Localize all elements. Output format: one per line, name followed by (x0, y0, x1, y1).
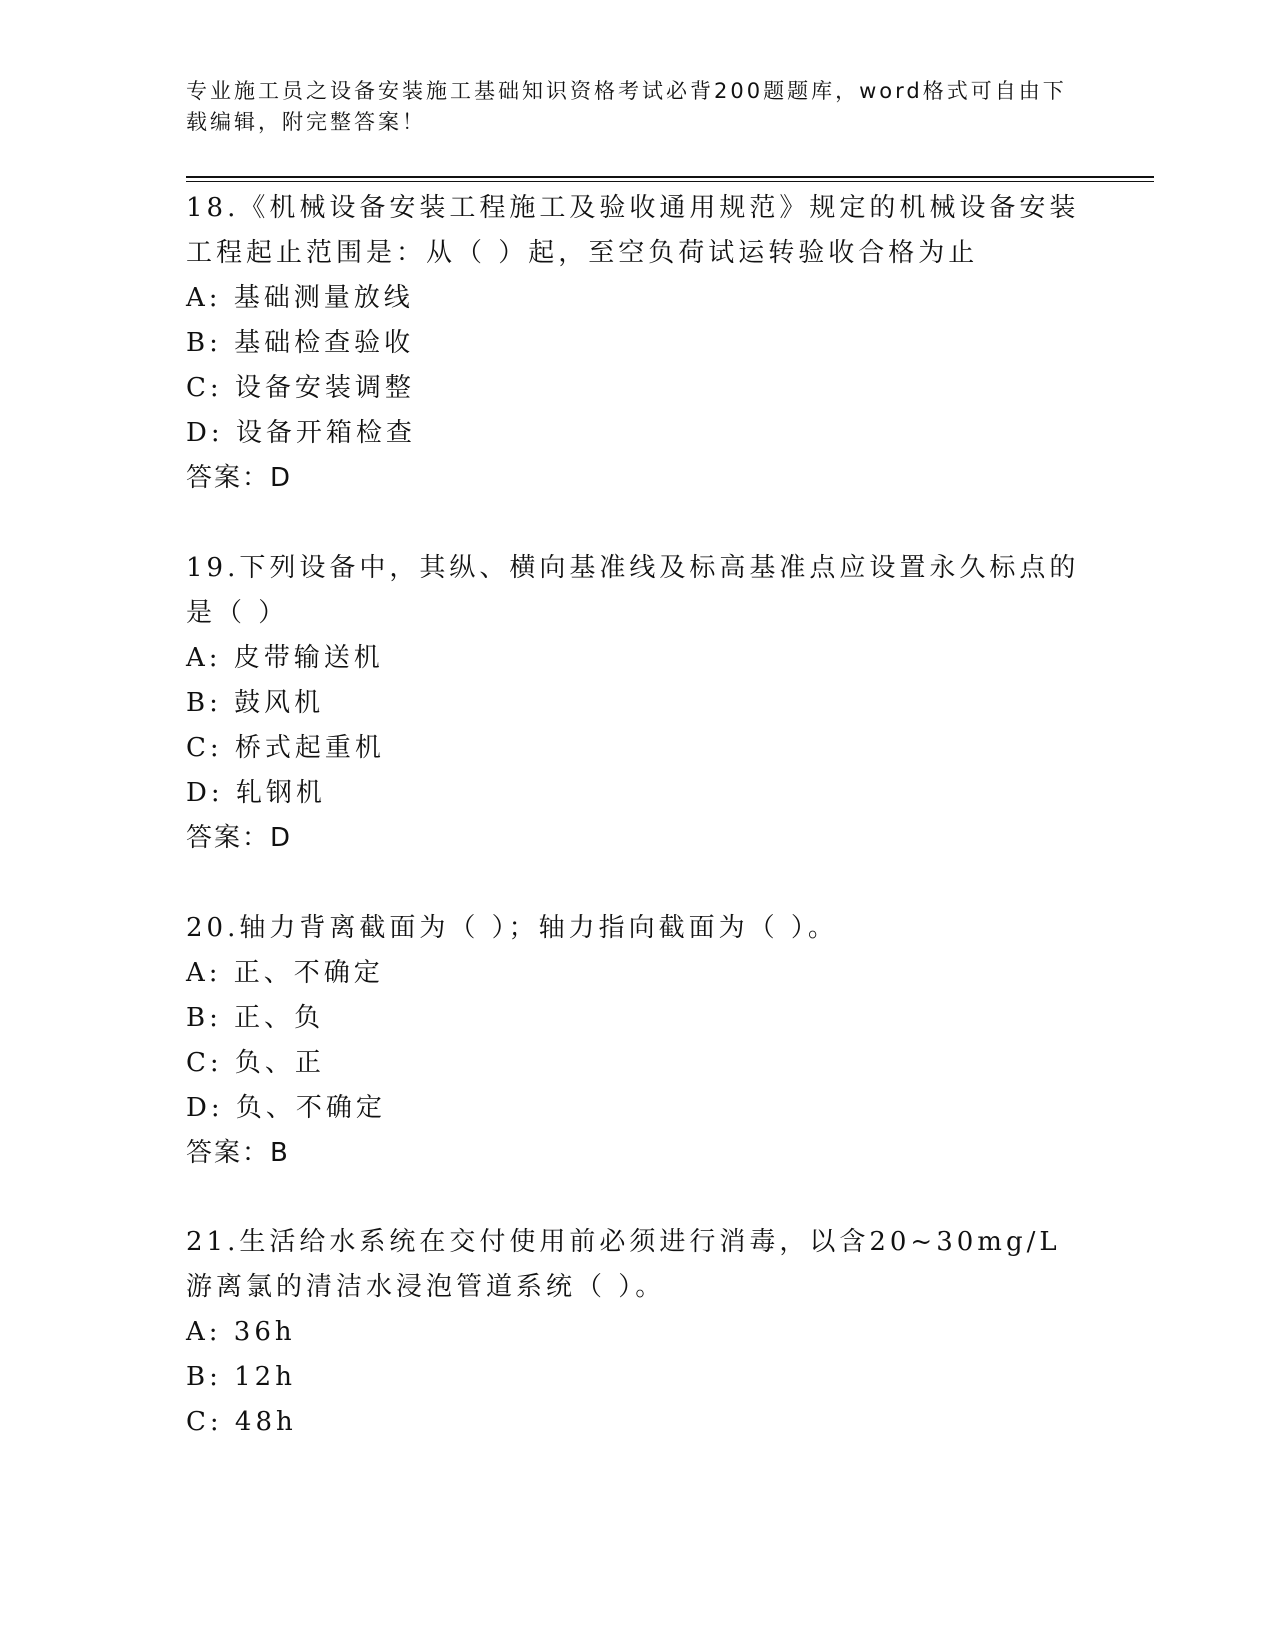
option-d: D: 轧钢机 (186, 778, 326, 808)
answer: 答案：D (186, 463, 293, 493)
option-b: B: 基础检查验收 (186, 328, 415, 358)
option-a: A: 基础测量放线 (186, 283, 414, 313)
option-c: C: 设备安装调整 (186, 373, 415, 403)
question-text: 19.下列设备中，其纵、横向基准线及标高基准点应设置永久标点的是（ ） (186, 553, 1080, 628)
option-c: C: 48h (186, 1407, 297, 1437)
document-header: 专业施工员之设备安装施工基础知识资格考试必背200题题库，word格式可自由下载编辑，附完整答案！ (186, 79, 1067, 134)
question-19 (186, 546, 1086, 861)
question-21 (186, 1220, 1086, 1445)
option-b: B: 12h (186, 1362, 296, 1392)
option-d: D: 设备开箱检查 (186, 418, 416, 448)
option-b: B: 鼓风机 (186, 688, 325, 718)
question-text: 21.生活给水系统在交付使用前必须进行消毒，以含20~30mg/L游离氯的清洁水浸泡管道系统（ ）。 (186, 1227, 1061, 1302)
question-text: 20.轴力背离截面为（ ）；轴力指向截面为（ ）。 (186, 913, 838, 943)
header-divider (186, 176, 1154, 178)
question-20 (186, 906, 1086, 1176)
option-c: C: 桥式起重机 (186, 733, 385, 763)
question-18 (186, 186, 1086, 501)
header-divider-thin (186, 181, 1154, 182)
answer: 答案：D (186, 823, 293, 853)
option-b: B: 正、负 (186, 1003, 325, 1033)
option-a: A: 皮带输送机 (186, 643, 384, 673)
answer: 答案：B (186, 1138, 290, 1168)
option-a: A: 正、不确定 (186, 958, 384, 988)
question-text: 18.《机械设备安装工程施工及验收通用规范》规定的机械设备安装工程起止范围是：从（ ）起，至空负荷试运转验收合格为止 (186, 193, 1080, 268)
option-d: D: 负、不确定 (186, 1093, 386, 1123)
option-a: A: 36h (186, 1317, 296, 1347)
option-c: C: 负、正 (186, 1048, 325, 1078)
